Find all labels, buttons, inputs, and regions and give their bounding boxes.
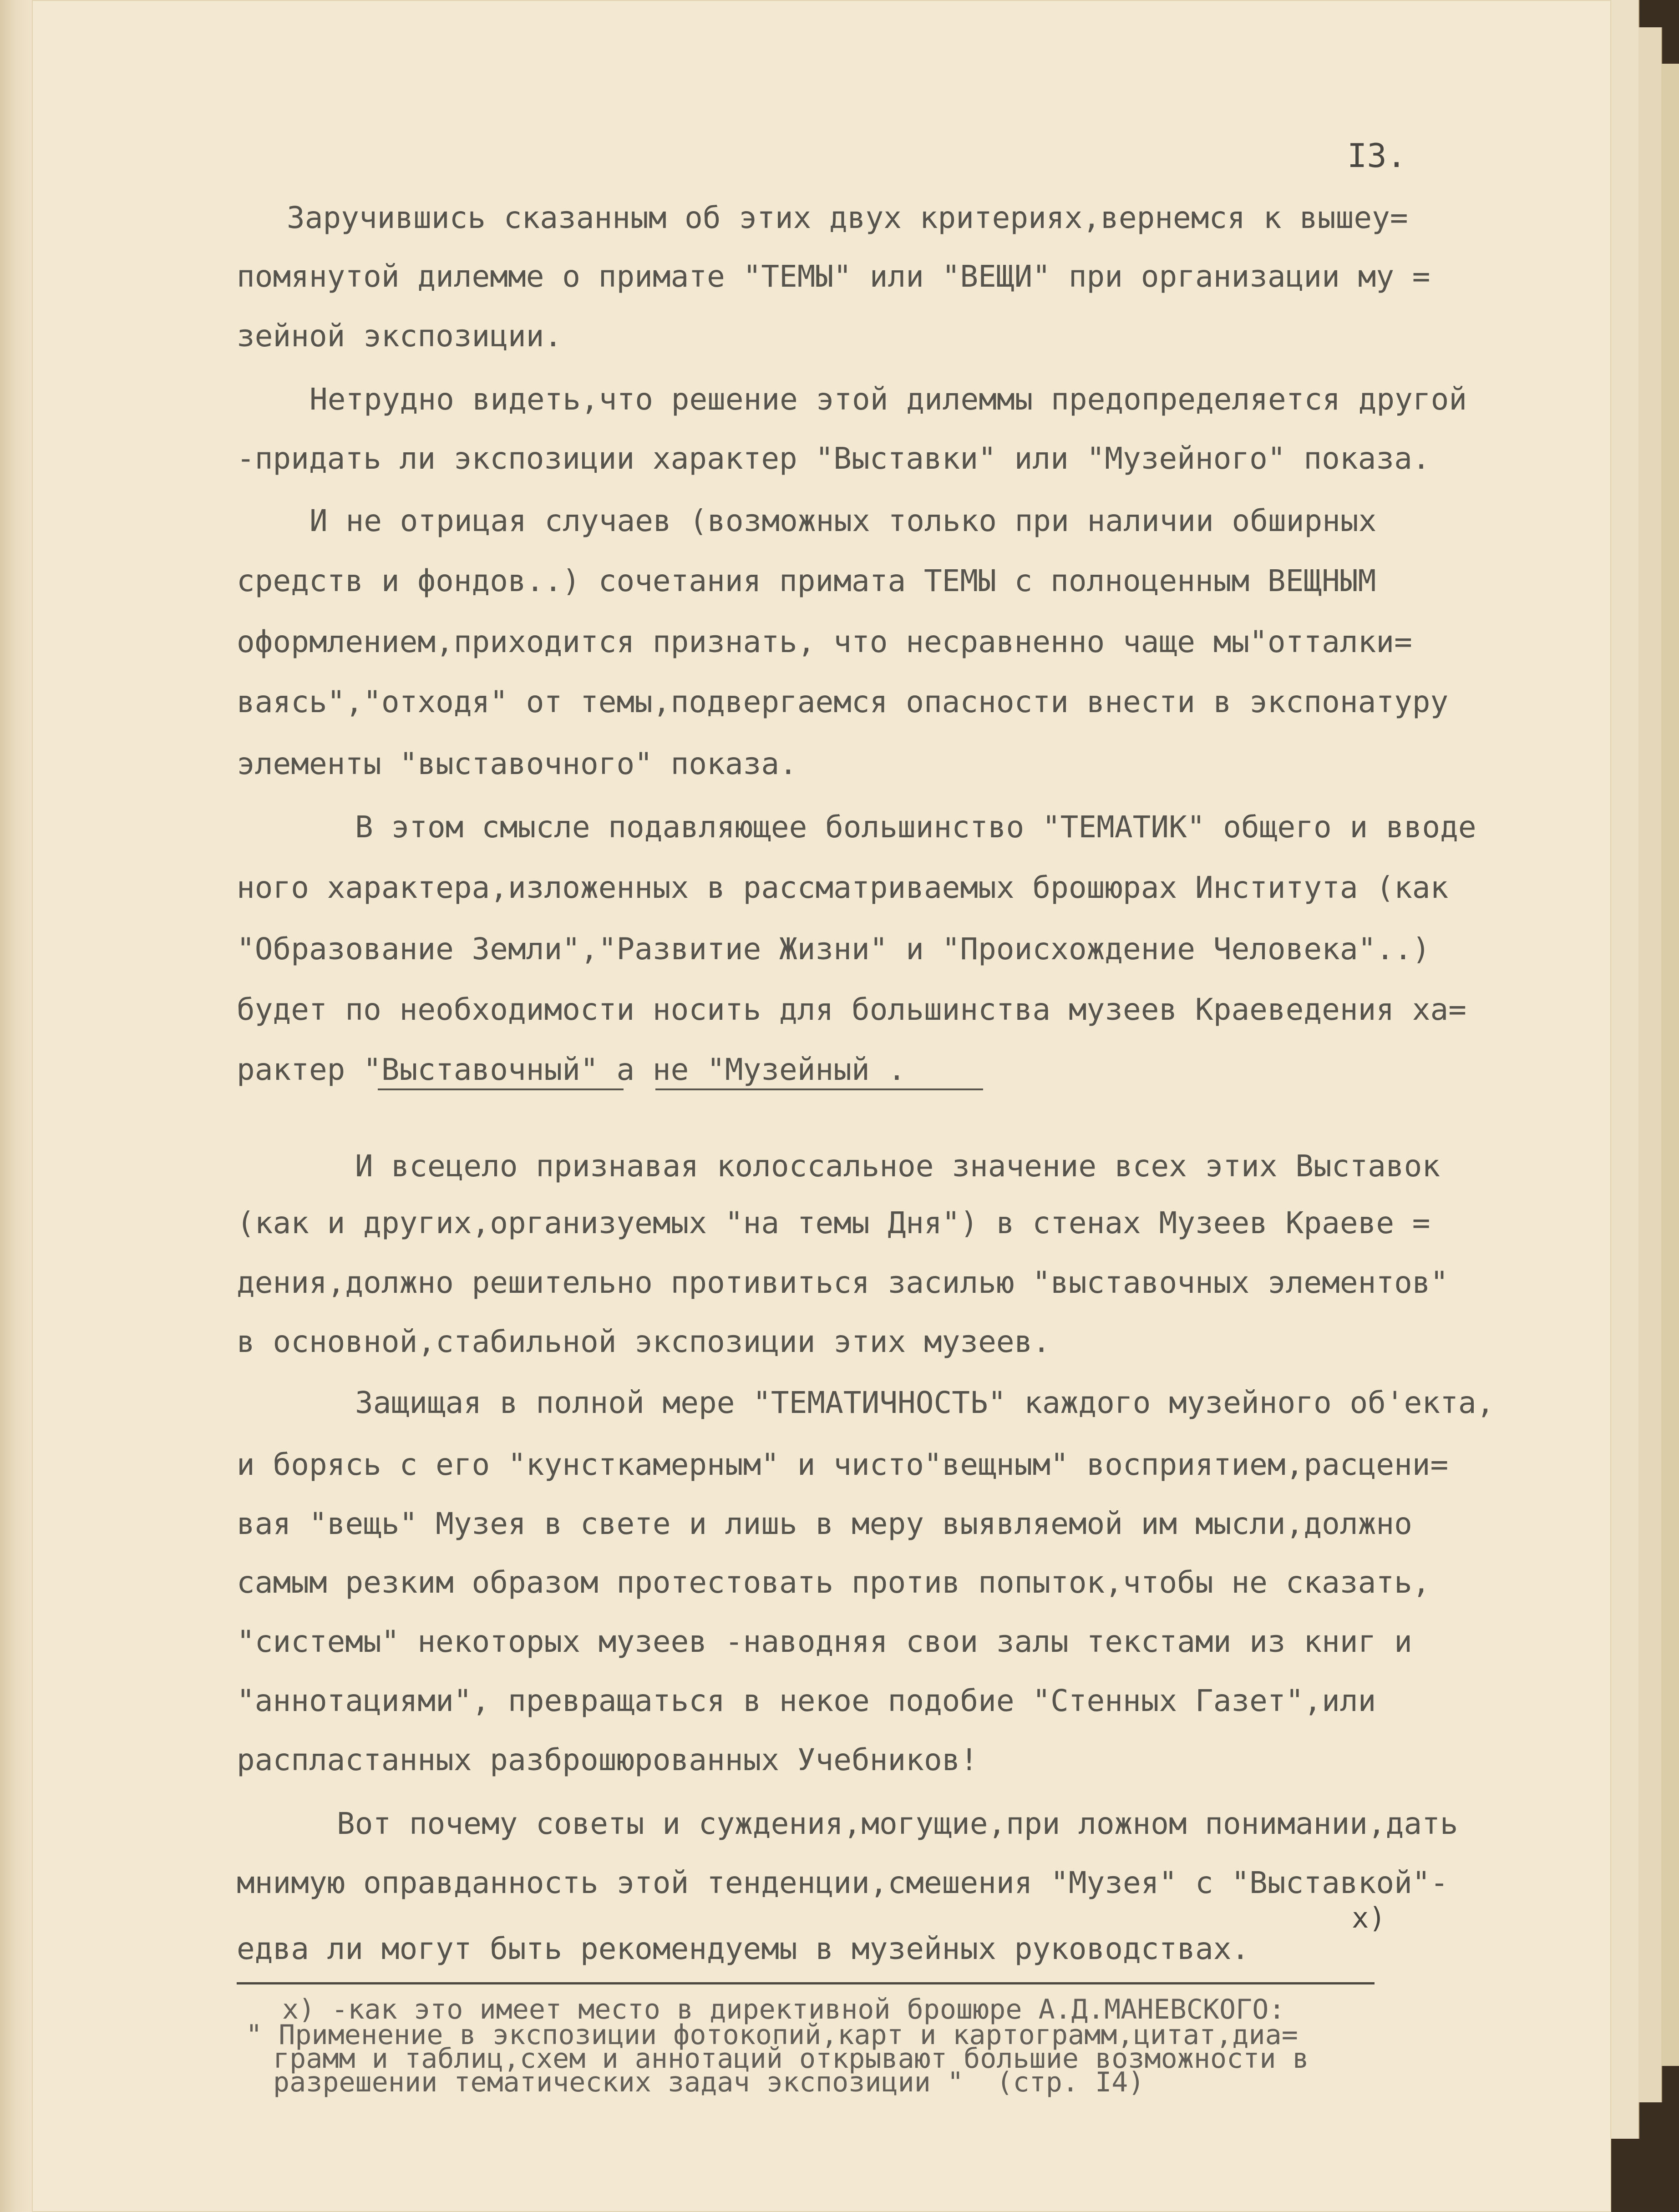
text-line: рактер "Выставочный" а не "Музейный . <box>237 1052 906 1087</box>
text-line: -придать ли экспозиции характер "Выставки" или "Музейного" показа. <box>237 441 1430 476</box>
underline <box>378 1088 624 1090</box>
text-line: будет по необходимости носить для большинства музеев Краеведения ха= <box>237 992 1467 1027</box>
text-line: "аннотациями", превращаться в некое подобие "Стенных Газет",или <box>237 1683 1376 1718</box>
text-line: в основной,стабильной экспозиции этих музеев. <box>237 1324 1051 1359</box>
footnote-marker: x) <box>1352 1901 1386 1934</box>
text-line: Защищая в полной мере "ТЕМАТИЧНОСТЬ" каждого музейного об'екта, <box>355 1385 1495 1420</box>
footnote-line: " Применение в экспозиции фотокопий,карт и картограмм,цитат,диа= <box>246 2019 1298 2051</box>
text-line: (как и других,организуемых "на темы Дня") в стенах Музеев Краеве = <box>237 1205 1430 1240</box>
text-line: элементы "выставочного" показа. <box>237 746 797 781</box>
text-line: Нетрудно видеть,что решение этой дилеммы предопределяется другой <box>309 382 1467 417</box>
text-line: средств и фондов..) сочетания примата ТЕМЫ с полноценным ВЕЩНЫМ <box>237 563 1376 598</box>
text-line: вая "вещь" Музея в свете и лишь в меру выявляемой им мысли,должно <box>237 1506 1412 1541</box>
text-line: И всецело признавая колоссальное значение всех этих Выставок <box>355 1149 1441 1184</box>
text-line: самым резким образом протестовать против попыток,чтобы не сказать, <box>237 1565 1430 1600</box>
text-line: мнимую оправданность этой тенденции,смешения "Музея" с "Выставкой"- <box>237 1865 1449 1900</box>
text-line: и борясь с его "кунсткамерным" и чисто"вещным" восприятием,расцени= <box>237 1447 1449 1482</box>
underlying-sheet <box>1638 27 1662 2102</box>
text-line: ваясь","отходя" от темы,подвергаемся опасности внести в экспонатуру <box>237 684 1449 719</box>
underline <box>655 1088 983 1090</box>
footnote-line: разрешении тематических задач экспозиции " (стр. I4) <box>273 2066 1145 2098</box>
text-line: дения,должно решительно противиться засилью "выставочных элементов" <box>237 1265 1449 1300</box>
text-line: В этом смысле подавляющее большинство "ТЕМАТИК" общего и вводе <box>355 810 1476 845</box>
text-line: "Образование Земли","Развитие Жизни" и "Происхождение Человека"..) <box>237 931 1430 967</box>
text-line: И не отрицая случаев (возможных только при наличии обширных <box>309 503 1377 538</box>
footnote-rule <box>237 1982 1375 1984</box>
underlying-sheet <box>1611 0 1639 2139</box>
text-line: Вот почему советы и суждения,могущие,при ложном понимании,дать <box>337 1806 1458 1841</box>
text-line: помянутой дилемме о примате "ТЕМЫ" или "ВЕЩИ" при организации му = <box>237 259 1430 294</box>
footnote-line: грамм и таблиц,схем и аннотаций открывают большие возможности в <box>273 2043 1309 2075</box>
text-line: Заручившись сказанным об этих двух критериях,вернемся к вышеу= <box>287 200 1408 235</box>
text-line: едва ли могут быть рекомендуемы в музейных руководствах. <box>237 1931 1250 1966</box>
text-line: зейной экспозиции. <box>237 319 563 354</box>
footnote-line: x) -как это имеет место в директивной брошюре А.Д.МАНЕВСКОГО: <box>282 1994 1285 2025</box>
text-line: оформлением,приходится признать, что несравненно чаще мы"отталки= <box>237 624 1412 659</box>
text-line: "системы" некоторых музеев -наводняя свои залы текстами из книг и <box>237 1624 1412 1659</box>
underlying-sheet <box>1661 64 1679 2066</box>
text-line: распластанных разброшюрованных Учебников! <box>237 1742 979 1777</box>
page-number: I3. <box>1347 137 1407 175</box>
text-line: ного характера,изложенных в рассматриваемых брошюрах Института (как <box>237 870 1449 905</box>
